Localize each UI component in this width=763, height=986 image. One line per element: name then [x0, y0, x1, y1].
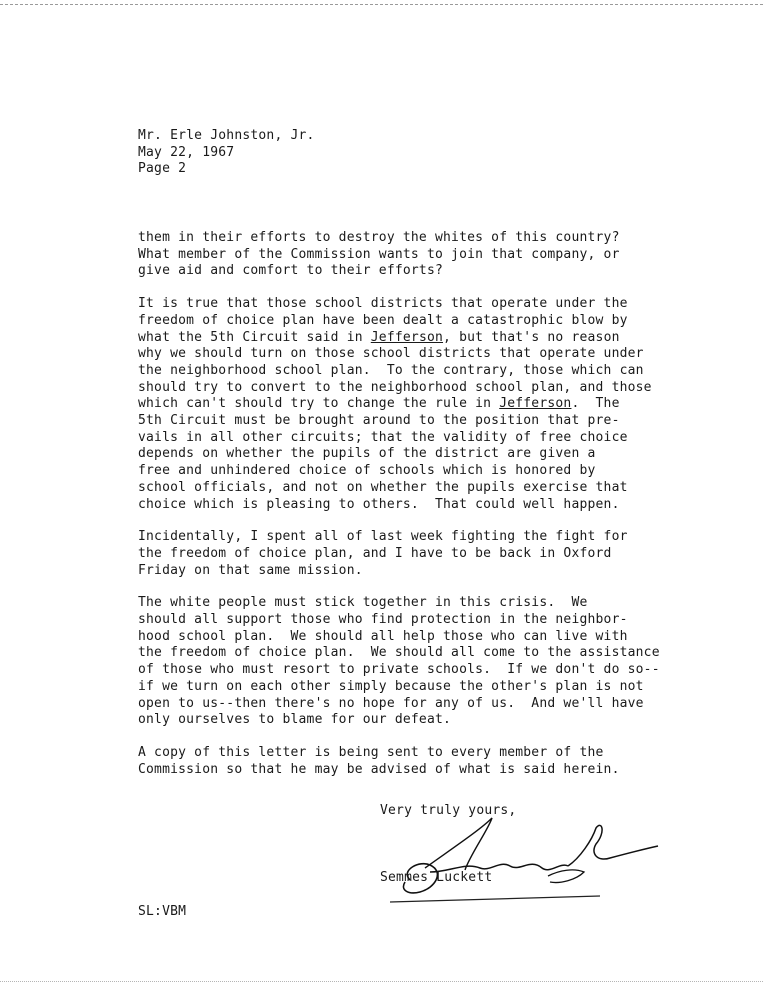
text-line: why we should turn on those school districts that operate under	[138, 346, 644, 362]
paragraph-3	[138, 529, 738, 579]
letter-body	[138, 230, 738, 794]
text-segment: what the 5th Circuit said in	[138, 329, 371, 345]
text-line: only ourselves to blame for our defeat.	[138, 712, 452, 728]
text-segment: , but that's no reason	[443, 329, 620, 345]
complimentary-close: Very truly yours,	[380, 803, 517, 818]
paragraph-4	[138, 595, 738, 729]
text-line: the freedom of choice plan, and I have to be back in Oxford	[138, 545, 612, 561]
text-line: them in their efforts to destroy the whites of this country?	[138, 230, 620, 245]
text-line	[138, 330, 738, 347]
text-line: free and unhindered choice of schools which is honored by	[138, 463, 596, 479]
text-line: depends on whether the pupils of the district are given a	[138, 446, 596, 462]
top-border	[0, 4, 763, 5]
text-segment: . The	[571, 396, 620, 412]
text-line: The white people must stick together in this crisis. We	[138, 595, 588, 611]
text-line: give aid and comfort to their efforts?	[138, 263, 444, 279]
text-line: the freedom of choice plan. We should all come to the assistance	[138, 645, 660, 661]
text-segment: which can't should try to change the rule in	[138, 396, 500, 412]
text-line: It is true that those school districts that operate under the	[138, 296, 628, 312]
text-line: A copy of this letter is being sent to every member of the	[138, 744, 604, 760]
recipient-line: Mr. Erle Johnston, Jr.	[138, 128, 315, 143]
text-line: the neighborhood school plan. To the contrary, those which can	[138, 362, 644, 378]
text-line: hood school plan. We should all help those who can live with	[138, 628, 628, 644]
text-line: Friday on that same mission.	[138, 562, 363, 578]
reference-initials: SL:VBM	[138, 904, 187, 919]
paragraph-2	[138, 296, 738, 513]
text-line: Commission so that he may be advised of what is said herein.	[138, 761, 620, 777]
case-name-jefferson: Jefferson	[499, 396, 572, 412]
case-name-jefferson: Jefferson	[370, 329, 444, 345]
date-line: May 22, 1967	[138, 144, 235, 160]
text-line: Incidentally, I spent all of last week fighting the fight for	[138, 529, 628, 545]
text-line	[138, 396, 738, 413]
paragraph-5	[138, 745, 738, 778]
text-line: open to us--then there's no hope for any of us. And we'll have	[138, 695, 644, 711]
page-number-line: Page 2	[138, 161, 187, 177]
letter-header	[138, 128, 315, 178]
text-line: What member of the Commission wants to join that company, or	[138, 246, 620, 262]
handwritten-signature	[370, 810, 670, 910]
text-line: school officials, and not on whether the pupils exercise that	[138, 479, 628, 495]
text-line: of those who must resort to private schools. If we don't do so--	[138, 662, 660, 678]
text-line: 5th Circuit must be brought around to the position that pre-	[138, 413, 620, 429]
bottom-border	[0, 981, 763, 982]
signer-name: Semmes Luckett	[380, 870, 493, 885]
text-line: should all support those who find protection in the neighbor-	[138, 612, 628, 628]
text-line: if we turn on each other simply because the other's plan is not	[138, 678, 644, 694]
text-line: choice which is pleasing to others. That could well happen.	[138, 496, 620, 512]
text-line: should try to convert to the neighborhood school plan, and those	[138, 379, 652, 395]
text-line: vails in all other circuits; that the validity of free choice	[138, 429, 628, 445]
paragraph-1	[138, 230, 738, 280]
text-line: freedom of choice plan have been dealt a catastrophic blow by	[138, 312, 628, 328]
